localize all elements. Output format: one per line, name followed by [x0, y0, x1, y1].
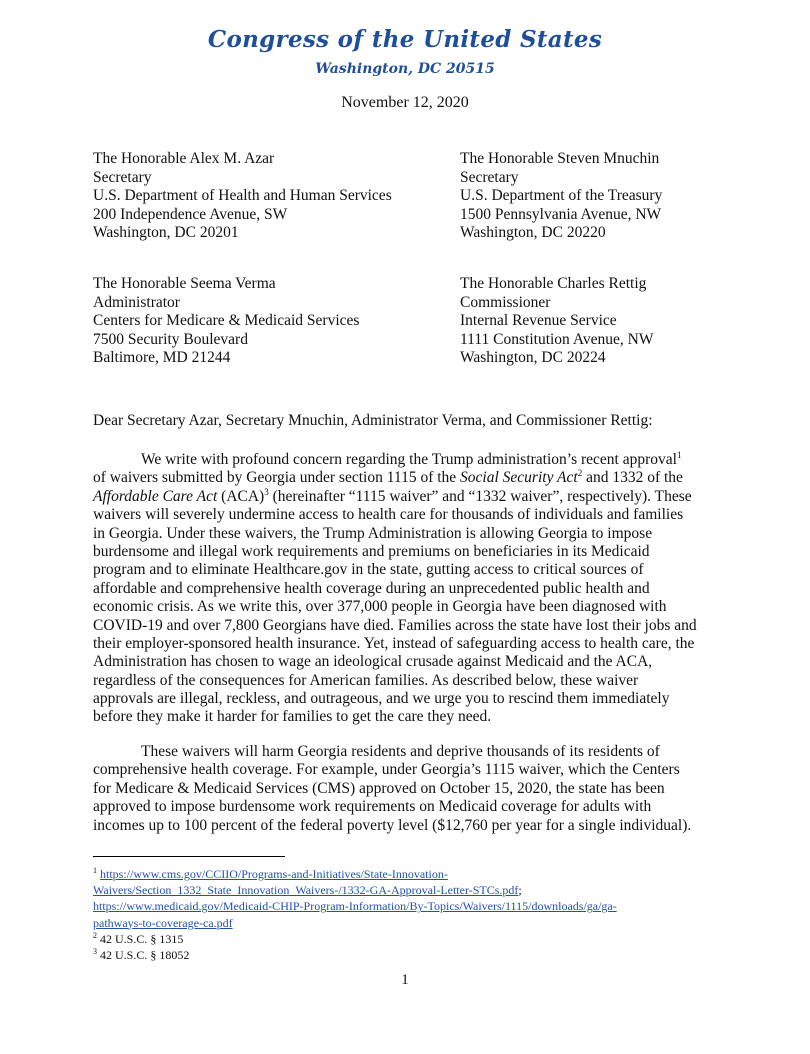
paragraph-line: Administration has chosen to wage an ideological crusade against Medicaid and the ACA, — [93, 653, 653, 671]
footnote-ref[interactable]: 2 — [577, 468, 583, 479]
footnote-link[interactable]: https://www.cms.gov/CCIIO/Programs-and-Initiatives/State-Innovation- — [100, 867, 448, 881]
footnote-1: $^1$ https://www.cms.gov/CCIIO/Programs-and-Initiatives/State-Innovation- — [93, 866, 448, 881]
paragraph-line: COVID-19 and over 7,800 Georgians have died. Families across the state have lost their jobs and — [93, 616, 697, 634]
address-line: 200 Independence Avenue, SW — [93, 205, 288, 223]
address-line: Washington, DC 20201 — [93, 224, 239, 242]
address-line: The Honorable Alex M. Azar — [93, 150, 275, 167]
body-paragraph-2 — [93, 743, 717, 835]
paragraph-line: program and to eliminate Healthcare.gov in the state, gutting access to critical sources of — [93, 561, 644, 579]
address-line: 1500 Pennsylvania Avenue, NW — [460, 205, 662, 223]
footnote-1-cont: Waivers/Section_1332_State_Innovation_Waivers-/1332-GA-Approval-Letter-STCs.pdf; — [93, 883, 522, 898]
paragraph-line: regardless of the consequences for American families. As described below, these waiver — [93, 671, 639, 689]
address-line: The Honorable Charles Rettig — [460, 275, 647, 292]
footnote-ref[interactable]: 1 — [676, 449, 682, 460]
paragraph-line: their employer-sponsored health insurance. Yet, instead of safeguarding access to health care, the — [93, 634, 695, 652]
footnote-3: $^3$ 42 U.S.C. § 18052 — [93, 946, 190, 962]
address-line: Washington, DC 20224 — [460, 349, 606, 367]
address-line: Washington, DC 20220 — [460, 224, 606, 242]
letterhead-location: Washington, DC 20515 — [315, 61, 495, 77]
letterhead-title: Congress of the United States — [207, 26, 603, 53]
paragraph-line: for Medicare & Medicaid Services (CMS) approved on October 15, 2020, the state has been — [93, 779, 665, 797]
page-number: 1 — [401, 972, 409, 988]
footnote-2: $^2$ 42 U.S.C. § 1315 — [93, 930, 184, 946]
footnote-link[interactable]: https://www.medicaid.gov/Medicaid-CHIP-Program-Information/By-Topics/Waivers/1115/downloads/ga/ga- — [93, 899, 617, 914]
address-line: 1111 Constitution Avenue, NW — [460, 330, 654, 348]
salutation: Dear Secretary Azar, Secretary Mnuchin, Administrator Verma, and Commissioner Rettig: — [93, 412, 653, 429]
paragraph-line: economic crisis. As we write this, over 377,000 people in Georgia have been diagnosed with — [93, 598, 667, 616]
letter-date: November 12, 2020 — [341, 94, 469, 111]
paragraph-line: waivers will severely undermine access to health care for thousands of individuals and families — [93, 506, 684, 524]
paragraph-line: before they make it harder for families to get the care they need. — [93, 708, 492, 726]
paragraph-line: in Georgia. Under these waivers, the Trump Administration is allowing Georgia to impose — [93, 524, 653, 542]
address-line: Internal Revenue Service — [460, 312, 617, 330]
address-line: The Honorable Steven Mnuchin — [460, 150, 660, 167]
paragraph-line: Affordable Care Act (ACA)$^3$ (hereinafter “1115 waiver” and “1332 waiver”, respectively). These — [93, 486, 692, 505]
paragraph-line: of waivers submitted by Georgia under section 1115 of the Social Security Act$^2$ and 1332 of the — [93, 468, 683, 487]
address-line: U.S. Department of Health and Human Services — [93, 187, 392, 205]
paragraph-line: burdensome and illegal work requirements and premiums on beneficiaries in its Medicaid — [93, 542, 650, 560]
paragraph-line: approved to impose burdensome work requirements on Medicaid coverage for adults with — [93, 798, 652, 816]
address-line: Commissioner — [460, 293, 551, 311]
paragraph-line: affordable and comprehensive health coverage during an unprecedented public health and — [93, 579, 650, 597]
recipient-address-rettig — [460, 275, 653, 368]
address-line: The Honorable Seema Verma — [93, 275, 276, 292]
recipient-address-verma — [93, 275, 359, 368]
address-line: Centers for Medicare & Medicaid Services — [93, 312, 360, 330]
footnote-ref[interactable]: 3 — [264, 486, 269, 497]
footnote-1-cont — [93, 898, 733, 914]
recipient-address-mnuchin — [460, 150, 662, 243]
paragraph-line: approvals are illegal, reckless, and outrageous, and we urge you to rescind them immediately — [93, 690, 670, 708]
address-line: Baltimore, MD 21244 — [93, 349, 231, 367]
recipient-address-azar — [93, 150, 392, 243]
paragraph-line: These waivers will harm Georgia residents and deprive thousands of its residents of — [141, 743, 660, 760]
footnote-link[interactable]: Waivers/Section_1332_State_Innovation_Waivers-/1332-GA-Approval-Letter-STCs.pdf — [93, 883, 519, 898]
address-line: Secretary — [460, 168, 519, 186]
footnote-link[interactable]: pathways-to-coverage-ca.pdf — [93, 915, 233, 930]
address-line: 7500 Security Boulevard — [93, 330, 248, 348]
footnote-1-cont — [93, 915, 733, 931]
address-line: Secretary — [93, 168, 152, 186]
paragraph-line: incomes up to 100 percent of the federal poverty level ($12,760 per year for a single individual). — [93, 816, 692, 834]
footnotes — [93, 866, 733, 963]
footnote-divider — [93, 856, 285, 857]
paragraph-line: comprehensive health coverage. For example, under Georgia’s 1115 waiver, which the Centers — [93, 761, 680, 779]
body-paragraph-1 — [93, 451, 717, 727]
paragraph-line: We write with profound concern regarding the Trump administration’s recent approval$^1$ — [141, 449, 682, 468]
address-line: U.S. Department of the Treasury — [460, 187, 663, 205]
address-line: Administrator — [93, 293, 180, 311]
